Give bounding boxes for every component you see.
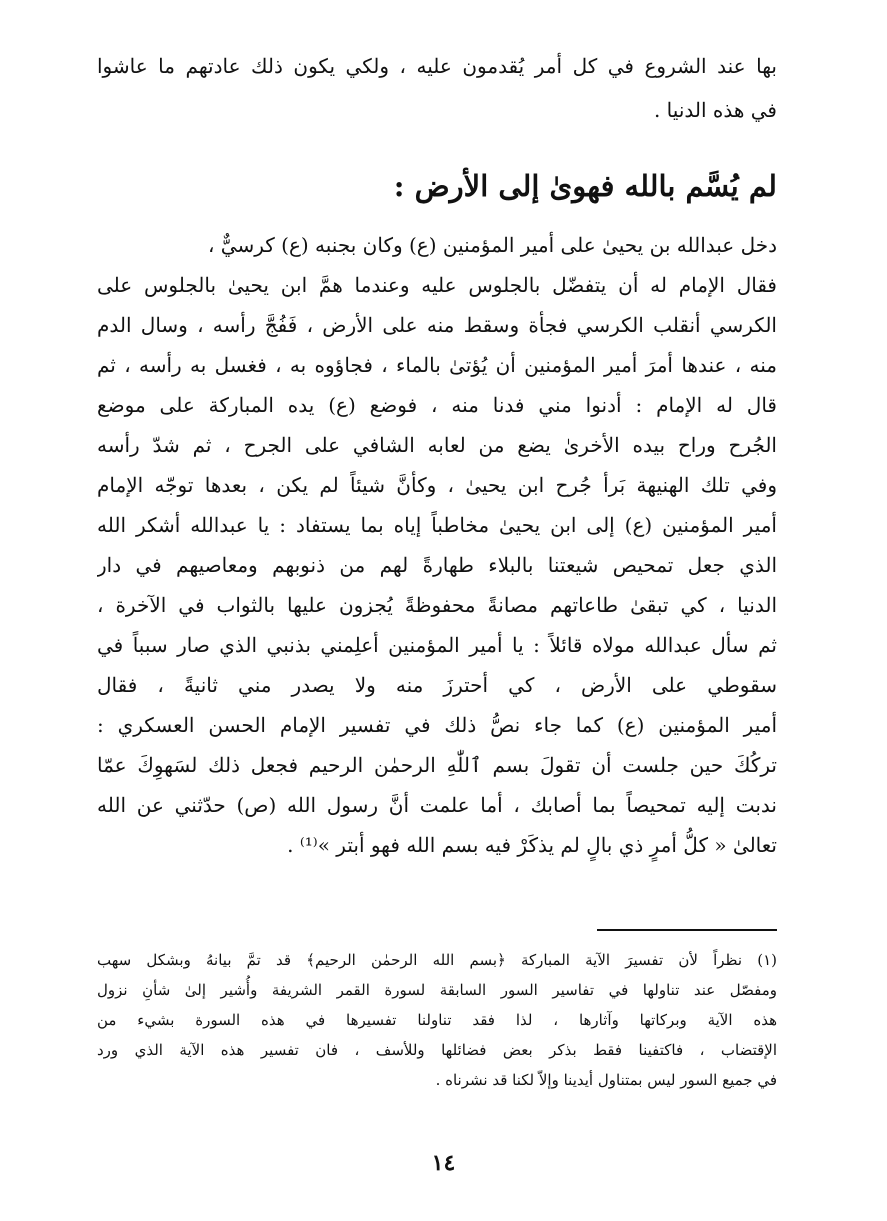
body-line-16: تعالىٰ « كلُّ أمرٍ ذي بالٍ لم يذكَرْ فيه بسم الله فهو أبتر »⁽¹⁾ . <box>287 833 777 857</box>
body-line-12: سقوطي على الأرض ، كي أحترزَ منه ولا يصدر مني ثانيةً ، فقال <box>97 673 777 697</box>
body-line-7: وفي تلك الهنيهة بَرأ جُرح ابن يحيىٰ ، وكأنَّ شيئاً لم يكن ، بعدها توجّه الإمام <box>97 473 777 497</box>
body-line-1: دخل عبدالله بن يحيىٰ على أمير المؤمنين (ع) وكان بجنبه (ع) كرسيٌّ ، <box>207 233 777 257</box>
footnote-line-3: هذه الآية وبركاتها وآثارها ، لذا فقد تناولنا تفسيرها في هذه السورة بشيء من <box>97 1011 777 1029</box>
body-line-6: الجُرح وراح بيده الأخرىٰ يضع من لعابه الشافي على الجرح ، ثم شدّ رأسه <box>97 433 777 457</box>
body-line-2: فقال الإمام له أن يتفضّل بالجلوس عليه وعندما همَّ ابن يحيىٰ بالجلوس على <box>97 273 777 297</box>
body-line-10: الدنيا ، كي تبقىٰ طاعاتهم مصانةً محفوظةً يُجزون عليها بالثواب في الآخرة ، <box>97 593 777 617</box>
intro-line-2: في هذه الدنيا . <box>653 98 777 122</box>
footnote-separator <box>597 929 777 931</box>
page-number: ١٤ <box>431 1150 456 1176</box>
intro-line-1: بها عند الشروع في كل أمر يُقدمون عليه ، ولكي يكون ذلك عادتهم ما عاشوا <box>97 54 777 78</box>
body-line-8: أمير المؤمنين (ع) إلى ابن يحيىٰ مخاطباً إياه بما يستفاد : يا عبدالله أشكر الله <box>97 513 777 537</box>
body-line-13: أمير المؤمنين (ع) كما جاء نصُّ ذلك في تفسير الإمام الحسن العسكري : <box>97 713 777 737</box>
body-line-3: الكرسي أنقلب الكرسي فجأة وسقط منه على الأرض ، فَفُجَّ رأسه ، وسال الدم <box>97 313 777 337</box>
footnote-line-1: (١) نظراً لأن تفسيرَ الآية المباركة ﴿بسم الله الرحمٰن الرحيم﴾ قد تمَّ بيانهُ وبشكل سهب <box>97 951 777 969</box>
footnote-line-4: الإقتضاب ، فاكتفينا فقط بذكر بعض فضائلها وللأسف ، فان تفسير هذه الآية الذي ورد <box>97 1041 777 1059</box>
body-line-9: الذي جعل تمحيص شيعتنا بالبلاء طهارةً لهم من ذنوبهم ومعاصيهم في دار <box>97 553 777 577</box>
footnote-line-5: في جميع السور ليس بمتناول أيدينا وإلاّ لكنا قد نشرناه . <box>435 1071 777 1089</box>
body-line-14: تركُكَ حين جلست أن تقولَ بسم ٱللّٰهِ الرحمٰن الرحيم فجعل ذلك لسَهوِكَ عمّا <box>97 753 777 777</box>
body-line-4: منه ، عندها أمرَ أمير المؤمنين أن يُؤتىٰ بالماء ، فجاؤوه به ، فغسل به رأسه ، ثم <box>97 353 777 377</box>
footnote-line-2: ومفصّل عند تناولها في تفاسير السور السابقة لسورة القمر الشريفة وأُشير إلىٰ شأنِ نزول <box>97 981 777 999</box>
body-line-11: ثم سأل عبدالله مولاه قائلاً : يا أمير المؤمنين أعلِمني بذنبي الذي صار سبباً في <box>97 633 777 657</box>
section-heading: لم يُسَّم بالله فهوىٰ إلى الأرض : <box>393 169 777 203</box>
body-line-5: قال له الإمام : أدنوا مني فدنا منه ، فوضع (ع) يده المباركة على موضع <box>97 393 777 417</box>
body-line-15: ندبت إليه تمحيصاً بما أصابك ، أما علمت أنَّ رسول الله (ص) حدّثني عن الله <box>97 793 777 817</box>
